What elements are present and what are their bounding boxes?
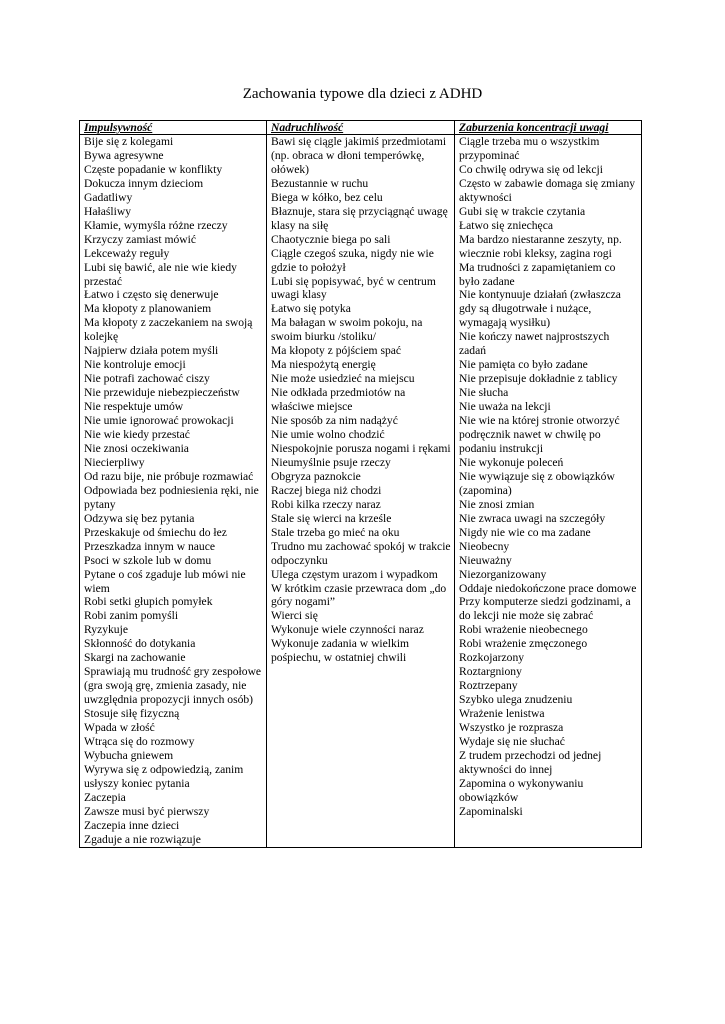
list-item: Nie przewiduje niebezpieczeństw [84, 386, 240, 400]
list-item: Nie wie kiedy przestać [84, 428, 190, 442]
list-item: Nie respektuje umów [84, 400, 184, 414]
column-header-hyperactivity: Nadruchliwość [267, 121, 455, 135]
list-item: Łatwo i często się denerwuje [84, 288, 219, 302]
list-item: Odpowiada bez podniesienia ręki, nie pytany [84, 483, 259, 511]
list-item: Częste popadanie w konflikty [84, 162, 223, 176]
list-item: Z trudem przechodzi od jednej aktywności do innej [459, 748, 602, 776]
list-item: Ma kłopoty z pójściem spać [271, 344, 402, 358]
list-item: Wtrąca się do rozmowy [84, 734, 195, 748]
list-item: Wydaje się nie słuchać [459, 734, 565, 748]
list-item: Nie kontynuuje działań (zwłaszcza gdy są długotrwałe i nużące, wymagają wysiłku) [459, 288, 621, 330]
list-item: Nigdy nie wie co ma zadane [459, 525, 591, 539]
list-item: Nie wykonuje poleceń [459, 455, 564, 469]
list-item: Bezustannie w ruchu [271, 176, 369, 190]
list-item: Ciągle czegoś szuka, nigdy nie wie gdzie to położył [271, 246, 434, 274]
list-item: Nie znosi oczekiwania [84, 441, 189, 455]
list-item: Bywa agresywne [84, 148, 164, 162]
list-item: Wybucha gniewem [84, 748, 174, 762]
list-item: Ma kłopoty z zaczekaniem na swoją kolejkę [84, 316, 253, 344]
list-item: Szybko ulega znudzeniu [459, 693, 573, 707]
list-item: Niezorganizowany [459, 567, 547, 581]
list-item: Nie może usiedzieć na miejscu [271, 372, 415, 386]
list-item: Zaczepia [84, 790, 126, 804]
list-item: Nie zwraca uwagi na szczegóły [459, 511, 606, 525]
list-item: Psoci w szkole lub w domu [84, 553, 212, 567]
list-item: Nie wywiązuje się z obowiązków (zapomina) [459, 469, 615, 497]
list-item: Nie kontroluje emocji [84, 358, 186, 372]
list-item: Ma bardzo niestaranne zeszyty, np. wiecznie robi kleksy, zagina rogi [459, 232, 622, 260]
list-item: Lubi się popisywać, być w centrum uwagi klasy [271, 274, 436, 302]
page-title: Zachowania typowe dla dzieci z ADHD [242, 86, 483, 102]
list-item: Wykonuje zadania w wielkim pośpiechu, w ostatniej chwili [271, 637, 410, 665]
behavior-table [79, 120, 642, 848]
list-item: Robi wrażenie nieobecnego [459, 623, 588, 637]
list-item: Ryzykuje [84, 623, 128, 637]
list-item: Nie kończy nawet najprostszych zadań [459, 330, 610, 358]
list-item: Kłamie, wymyśla różne rzeczy [84, 218, 228, 232]
list-item: Odzywa się bez pytania [84, 511, 195, 525]
list-item: Łatwo się zniechęca [459, 218, 553, 232]
list-item: Nie wie na której stronie otworzyć podręcznik nawet w chwilę po podaniu instrukcji [459, 414, 620, 455]
list-item: Nie umie wolno chodzić [271, 428, 385, 442]
list-item: Ma bałagan w swoim pokoju, na swoim biurku /stoliku/ [271, 316, 423, 344]
list-item: Stosuje siłę fizyczną [84, 707, 180, 721]
list-item: Nieobecny [459, 539, 510, 553]
list-item: Bawi się ciągle jakimiś przedmiotami (np. obraca w dłoni temperówkę, ołówek) [271, 135, 447, 176]
list-item: Oddaje niedokończone prace domowe [459, 581, 637, 595]
list-item: Ma trudności z zapamiętaniem co było zadane [459, 260, 616, 288]
list-item: Nie uważa na lekcji [459, 400, 551, 414]
list-item: Biega w kółko, bez celu [271, 190, 383, 204]
list-item: Ma niespożytą energię [271, 358, 376, 372]
list-item: Bije się z kolegami [84, 135, 174, 148]
table-header-row [80, 121, 642, 135]
list-item: Zgaduje a nie rozwiązuje [84, 832, 201, 846]
list-item: Niecierpliwy [84, 455, 145, 469]
list-item: Ciągle trzeba mu o wszystkim przypominać [459, 135, 600, 162]
list-item: Wyrywa się z odpowiedzią, zanim usłyszy koniec pytania [84, 762, 244, 790]
list-item: Rozkojarzony [459, 651, 525, 665]
list-item: Robi wrażenie zmęczonego [459, 637, 588, 651]
list-item: Łatwo się potyka [271, 302, 351, 316]
list-item: Roztargniony [459, 665, 522, 679]
list-item: Zaczepia inne dzieci [84, 818, 180, 832]
list-item: Przeskakuje od śmiechu do łez [84, 525, 227, 539]
list-item: Skłonność do dotykania [84, 637, 196, 651]
list-item: Chaotycznie biega po sali [271, 232, 391, 246]
list-item: Robi kilka rzeczy naraz [271, 497, 381, 511]
list-item: Stale trzeba go mieć na oku [271, 525, 400, 539]
list-item: Wykonuje wiele czynności naraz [271, 623, 424, 637]
list-item: Niespokojnie porusza nogami i rękami [271, 441, 451, 455]
attention-deficit-cell [455, 135, 642, 848]
list-item: Nie pamięta co było zadane [459, 358, 588, 372]
list-item: Obgryza paznokcie [271, 469, 361, 483]
list-item: Zapomina o wykonywaniu obowiązków [459, 776, 584, 804]
list-item: Nie odkłada przedmiotów na właściwe miejsce [271, 386, 406, 414]
list-item: Wierci się [271, 609, 318, 623]
list-item: Nieumyślnie psuje rzeczy [271, 455, 391, 469]
column-header-attention-deficit: Zaburzenia koncentracji uwagi [455, 121, 642, 135]
list-item: Co chwilę odrywa się od lekcji [459, 162, 603, 176]
list-item: Krzyczy zamiast mówić [84, 232, 197, 246]
list-item: Najpierw działa potem myśli [84, 344, 219, 358]
list-item: Gadatliwy [84, 190, 133, 204]
list-item: Robi setki głupich pomyłek [84, 595, 213, 609]
list-item: Stale się wierci na krześle [271, 511, 392, 525]
list-item: Pytane o coś zgaduje lub mówi nie wiem [84, 567, 246, 595]
list-item: W krótkim czasie przewraca dom „do góry nogami” [271, 581, 447, 609]
list-item: Lubi się bawić, ale nie wie kiedy przestać [84, 260, 237, 288]
list-item: Hałaśliwy [84, 204, 132, 218]
list-item: Przy komputerze siedzi godzinami, a do lekcji nie może się zabrać [459, 595, 631, 623]
list-item: Nie umie ignorować prowokacji [84, 414, 234, 428]
list-item: Dokucza innym dzieciom [84, 176, 204, 190]
list-item: Zawsze musi być pierwszy [84, 804, 210, 818]
list-item: Ma kłopoty z planowaniem [84, 302, 212, 316]
list-item: Błaznuje, stara się przyciągnąć uwagę klasy na siłę [271, 204, 448, 232]
hyperactivity-cell [267, 135, 455, 848]
list-item: Sprawiają mu trudność gry zespołowe (gra swoją grę, zmienia zasady, nie uwzględnia propozycji innych osób) [84, 665, 262, 707]
list-item: Przeszkadza innym w nauce [84, 539, 216, 553]
impulsivity-cell [80, 135, 267, 848]
list-item: Nie sposób za nim nadążyć [271, 414, 398, 428]
list-item: Zapominalski [459, 804, 523, 818]
list-item: Trudno mu zachować spokój w trakcie odpoczynku [271, 539, 451, 567]
list-item: Wszystko je rozprasza [459, 721, 564, 735]
list-item: Lekceważy reguły [84, 246, 170, 260]
list-item: Gubi się w trakcie czytania [459, 204, 586, 218]
list-item: Nie przepisuje dokładnie z tablicy [459, 372, 618, 386]
list-item: Często w zabawie domaga się zmiany aktywności [459, 176, 636, 204]
list-item: Robi zanim pomyśli [84, 609, 179, 623]
list-item: Roztrzepany [459, 679, 518, 693]
list-item: Od razu bije, nie próbuje rozmawiać [84, 469, 254, 483]
list-item: Wpada w złość [84, 721, 155, 735]
column-header-impulsivity: Impulsywność [80, 121, 267, 135]
list-item: Raczej biega niż chodzi [271, 483, 382, 497]
list-item: Nie potrafi zachować ciszy [84, 372, 210, 386]
list-item: Nie słucha [459, 386, 509, 400]
list-item: Nie znosi zmian [459, 497, 535, 511]
table-body-row [80, 135, 642, 848]
list-item: Ulega częstym urazom i wypadkom [271, 567, 438, 581]
list-item: Nieuważny [459, 553, 512, 567]
list-item: Wrażenie lenistwa [459, 707, 545, 721]
list-item: Skargi na zachowanie [84, 651, 186, 665]
